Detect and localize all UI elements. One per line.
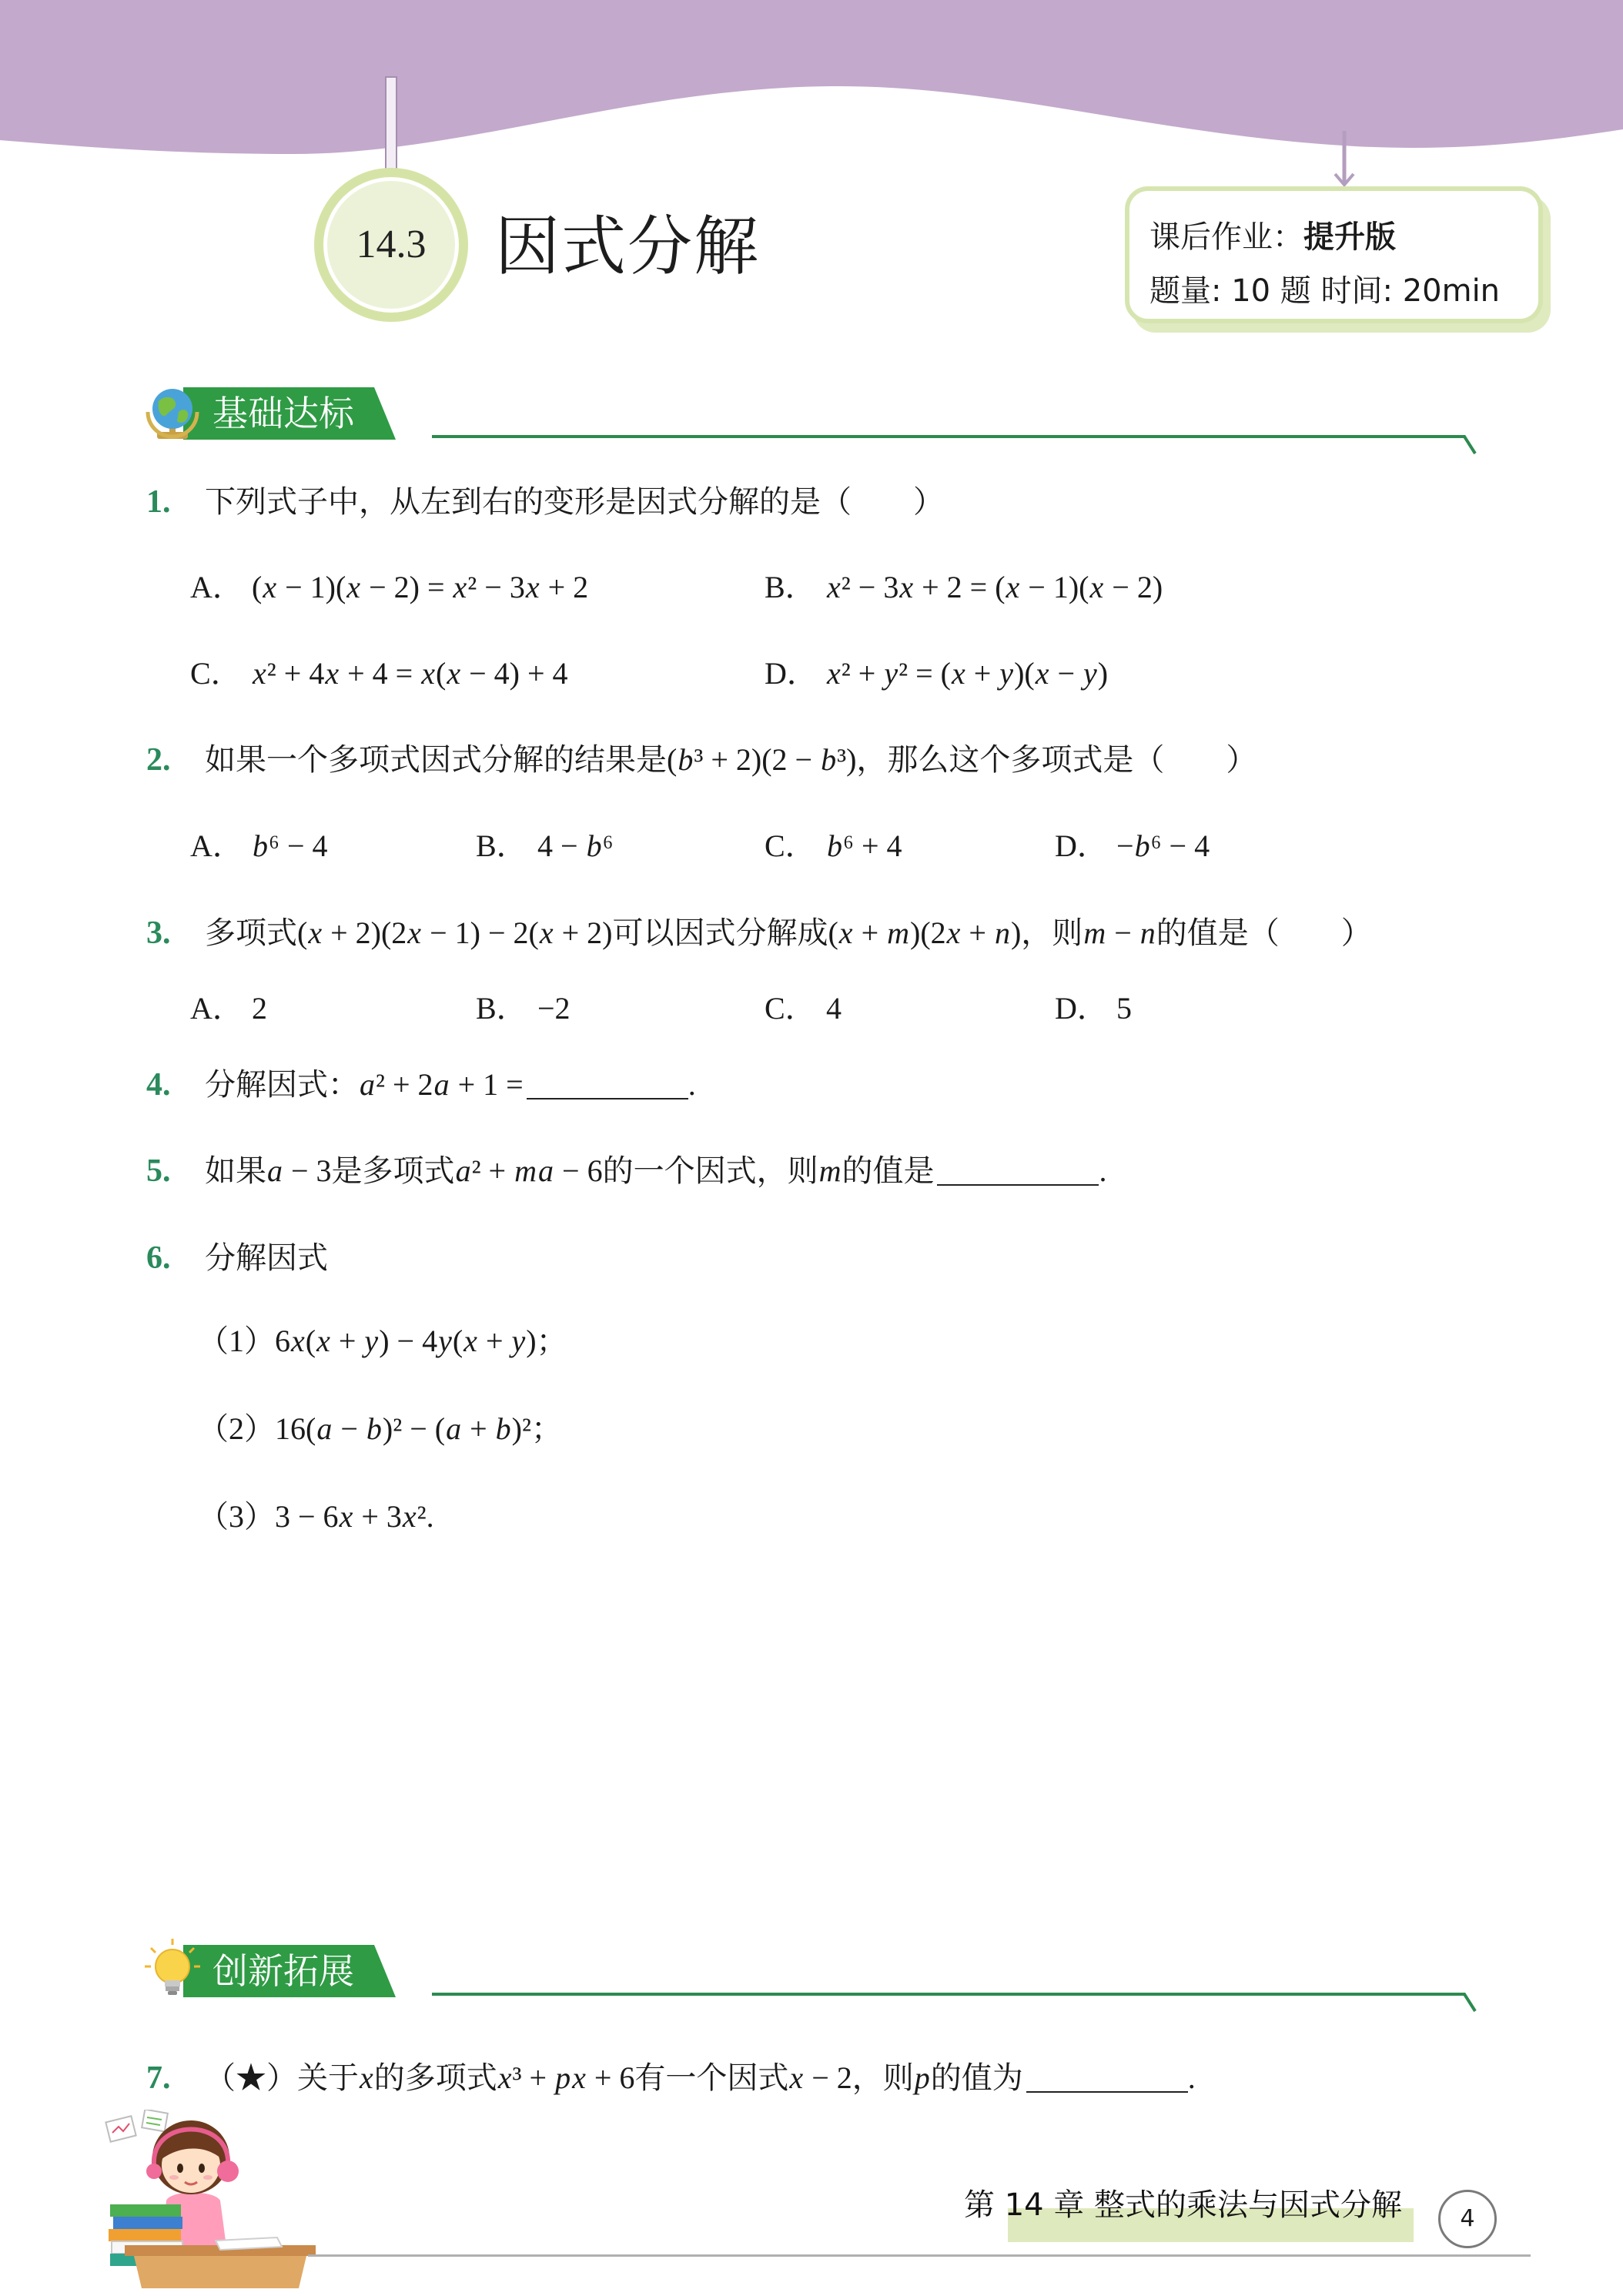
- option-label: D．: [765, 656, 818, 691]
- option-text: x² + 4x + 4 = x(x − 4) + 4: [253, 656, 568, 691]
- question-1: [146, 480, 944, 524]
- question-6: [146, 1237, 328, 1280]
- option-c: [765, 987, 842, 1030]
- sub-question-1: （1）6x(x + y) − 4y(x + y)；: [198, 1324, 567, 1358]
- footer-divider: [308, 2254, 1531, 2257]
- option-text: −b⁶ − 4: [1116, 828, 1210, 863]
- question-5: [146, 1150, 1106, 1193]
- option-label: A．: [190, 991, 243, 1026]
- homework-level: 提升版: [1303, 219, 1396, 255]
- option-text: x² − 3x + 2 = (x − 1)(x − 2): [827, 570, 1163, 604]
- option-b: [476, 825, 614, 868]
- option-a: [190, 566, 588, 609]
- section-divider-line: [432, 1994, 1475, 2011]
- option-label: C．: [765, 991, 816, 1026]
- sub-question-3: （3）3 − 6x + 3x².: [198, 1499, 434, 1534]
- question-number: 3.: [146, 915, 171, 951]
- question-7: [146, 2057, 1196, 2100]
- option-text: b⁶ − 4: [253, 828, 328, 863]
- chapter-title: 第 14 章 整式的乘法与因式分解: [964, 2187, 1403, 2223]
- question-stem: （★）关于x的多项式x³ + px + 6有一个因式x − 2，则p的值为: [205, 2060, 1023, 2095]
- option-label: B．: [476, 991, 527, 1026]
- question-3: [146, 912, 1372, 955]
- homework-type-line: [1149, 210, 1538, 264]
- option-d: [1055, 987, 1132, 1030]
- homework-info-box: [1125, 186, 1543, 323]
- question-stem: 如果a − 3是多项式a² + ma − 6的一个因式，则m的值是: [205, 1153, 935, 1188]
- section-number: 14.3: [356, 223, 427, 266]
- question-number: 1.: [146, 484, 171, 520]
- hanging-string: [386, 77, 397, 177]
- option-d: [765, 652, 1108, 695]
- question-stem: 下列式子中，从左到右的变形是因式分解的是（ ）: [205, 484, 944, 519]
- section-title-basic: 基础达标: [212, 393, 354, 434]
- student-illustration: [100, 2110, 331, 2291]
- homework-label: 课后作业：: [1149, 219, 1303, 255]
- answer-blank: [527, 1067, 688, 1099]
- option-label: D．: [1055, 828, 1108, 863]
- question-tail: .: [688, 1067, 696, 1102]
- option-label: C．: [765, 828, 816, 863]
- option-text: b⁶ + 4: [827, 828, 902, 863]
- question-2: [146, 738, 1257, 782]
- paper-sheets: [105, 2110, 167, 2142]
- question-4: [146, 1063, 696, 1106]
- option-text: 2: [252, 991, 267, 1026]
- option-label: B．: [765, 570, 816, 604]
- option-text: 4 − b⁶: [537, 828, 614, 863]
- section-title-extension: 创新拓展: [212, 1950, 354, 1992]
- answer-blank: [1026, 2060, 1188, 2093]
- option-b: [476, 987, 571, 1030]
- option-label: B．: [476, 828, 527, 863]
- sub-question-2: （2）16(a − b)² − (a + b)²；: [198, 1411, 562, 1446]
- homework-info-line: 题量: 10 题 时间: 20min: [1149, 273, 1501, 309]
- page-title: 因式分解: [495, 209, 761, 284]
- top-banner: [0, 0, 1623, 154]
- option-b: [765, 566, 1163, 609]
- question-stem: 分解因式: [205, 1240, 328, 1275]
- question-number: 7.: [146, 2060, 171, 2096]
- option-text: −2: [537, 991, 571, 1026]
- question-number: 2.: [146, 742, 171, 778]
- question-stem: 分解因式：a² + 2a + 1 =: [205, 1067, 524, 1102]
- option-label: C．: [190, 656, 242, 691]
- answer-blank: [937, 1153, 1099, 1186]
- option-text: x² + y² = (x + y)(x − y): [827, 656, 1109, 691]
- page-number: 4: [1438, 2190, 1497, 2248]
- option-text: 4: [826, 991, 842, 1026]
- option-d: [1055, 825, 1210, 868]
- option-label: A．: [190, 828, 243, 863]
- option-a: [190, 825, 328, 868]
- option-label: A．: [190, 570, 243, 604]
- option-c: [190, 652, 568, 695]
- question-number: 6.: [146, 1240, 171, 1276]
- option-text: 5: [1116, 991, 1132, 1026]
- section-divider-line: [432, 437, 1475, 454]
- option-c: [765, 825, 902, 868]
- question-tail: .: [1099, 1153, 1107, 1188]
- question-stem: 多项式(x + 2)(2x − 1) − 2(x + 2)可以因式分解成(x + m)(2x + n)，则m − n的值是（ ）: [205, 915, 1372, 950]
- option-a: [190, 987, 267, 1030]
- question-number: 4.: [146, 1067, 171, 1103]
- option-label: D．: [1055, 991, 1108, 1026]
- question-tail: .: [1187, 2060, 1196, 2095]
- question-number: 5.: [146, 1153, 171, 1189]
- option-text: (x − 1)(x − 2) = x² − 3x + 2: [252, 570, 589, 604]
- question-stem: 如果一个多项式因式分解的结果是(b³ + 2)(2 − b³)，那么这个多项式是（ ）: [205, 742, 1257, 777]
